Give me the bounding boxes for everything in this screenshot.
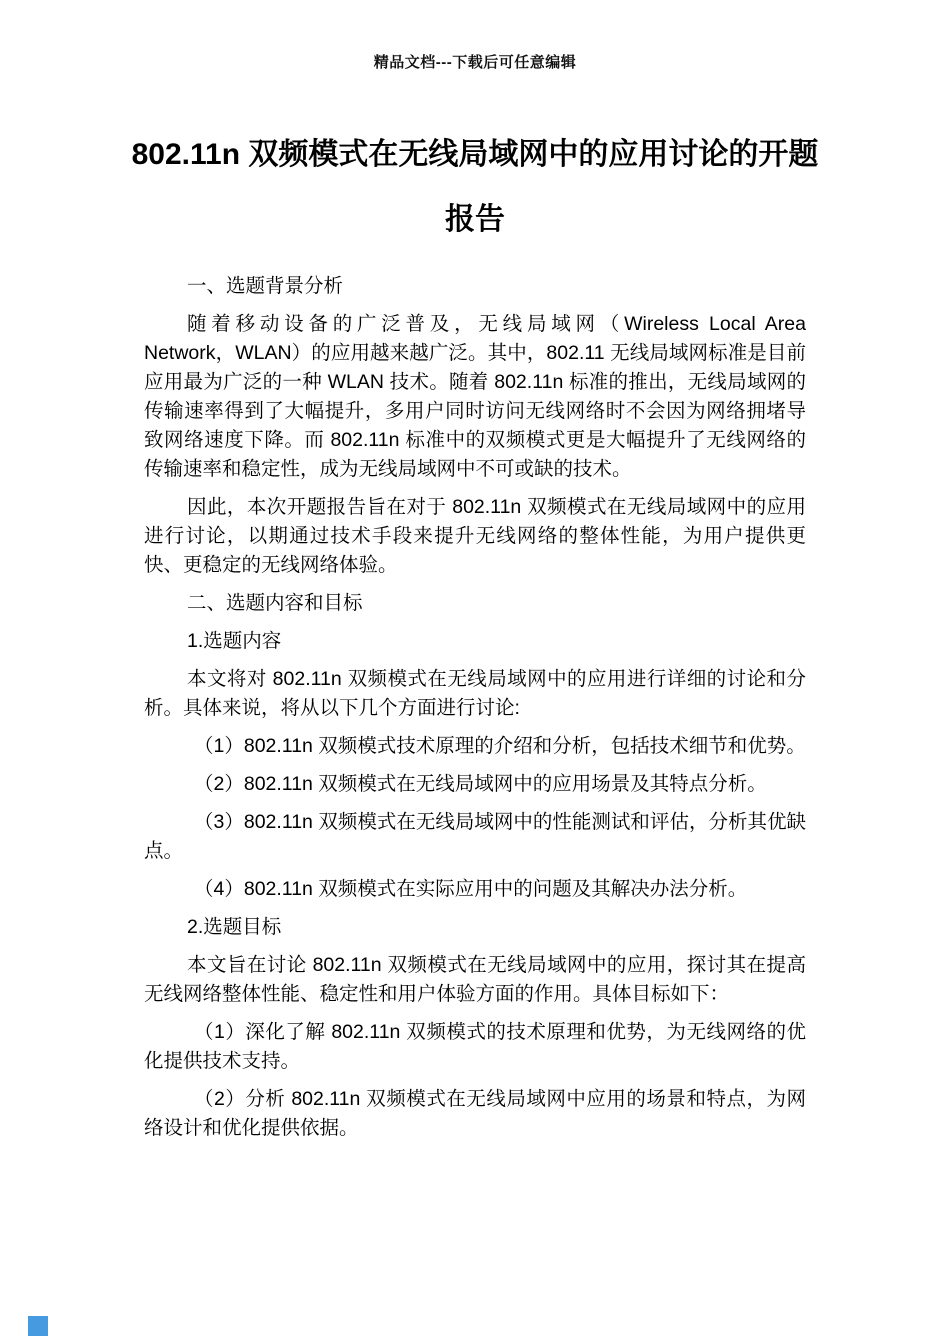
section2-sub2-heading: 2.选题目标 xyxy=(187,916,282,939)
section2-sub2-intro: 本文旨在讨论 802.11n 双频模式在无线局域网中的应用，探讨其在提高无线网络整体性能、稳定性和用户体验方面的作用。具体目标如下： xyxy=(144,954,806,1006)
section2-sub1-intro: 本文将对 802.11n 双频模式在无线局域网中的应用进行详细的讨论和分析。具体来说，将从以下几个方面进行讨论: xyxy=(144,668,806,720)
section2-sub1-item-3: （3）802.11n 双频模式在无线局域网中的性能测试和评估，分析其优缺点。 xyxy=(144,811,806,863)
section2-sub1-item-4: （4）802.11n 双频模式在实际应用中的问题及其解决办法分析。 xyxy=(194,878,748,901)
page-header-note: 精品文档---下载后可任意编辑 xyxy=(373,54,577,71)
document-title-line2: 报告 xyxy=(445,203,505,236)
section1-paragraph-1: 随着移动设备的广泛普及，无线局域网（Wireless Local Area Network，WLAN）的应用越来越广泛。其中，802.11 无线局域网标准是目前应用最为广泛的一种 WLAN 技术。随着 802.11n 标准的推出，无线局域网的传输速率得到了大幅提升，多用户同时访问无线网络时不会因为网络拥堵导致网络速度下降。而 802.11n 标准中的双频模式更是大幅提升了无线网络的传输速率和稳定性，成为无线局域网中不可或缺的技术。 xyxy=(144,313,806,481)
section1-paragraph-2: 因此，本次开题报告旨在对于 802.11n 双频模式在无线局域网中的应用进行讨论，以期通过技术手段来提升无线网络的整体性能，为用户提供更快、更稳定的无线网络体验。 xyxy=(144,496,806,577)
section2-heading: 二、选题内容和目标 xyxy=(187,592,363,615)
blue-square-artifact xyxy=(28,1316,48,1336)
document-title-line1: 802.11n 双频模式在无线局域网中的应用讨论的开题 xyxy=(131,138,819,171)
document-title xyxy=(0,122,950,252)
section2-sub1-heading: 1.选题内容 xyxy=(187,630,282,653)
document-body xyxy=(144,272,806,1143)
section2-sub2-item-1: （1）深化了解 802.11n 双频模式的技术原理和优势，为无线网络的优化提供技术支持。 xyxy=(144,1021,806,1073)
section2-sub2-item-2: （2）分析 802.11n 双频模式在无线局域网中应用的场景和特点，为网络设计和优化提供依据。 xyxy=(144,1088,806,1140)
section2-sub1-item-1: （1）802.11n 双频模式技术原理的介绍和分析，包括技术细节和优势。 xyxy=(194,735,806,758)
section1-heading: 一、选题背景分析 xyxy=(187,275,344,298)
section2-sub1-item-2: （2）802.11n 双频模式在无线局域网中的应用场景及其特点分析。 xyxy=(194,773,767,796)
